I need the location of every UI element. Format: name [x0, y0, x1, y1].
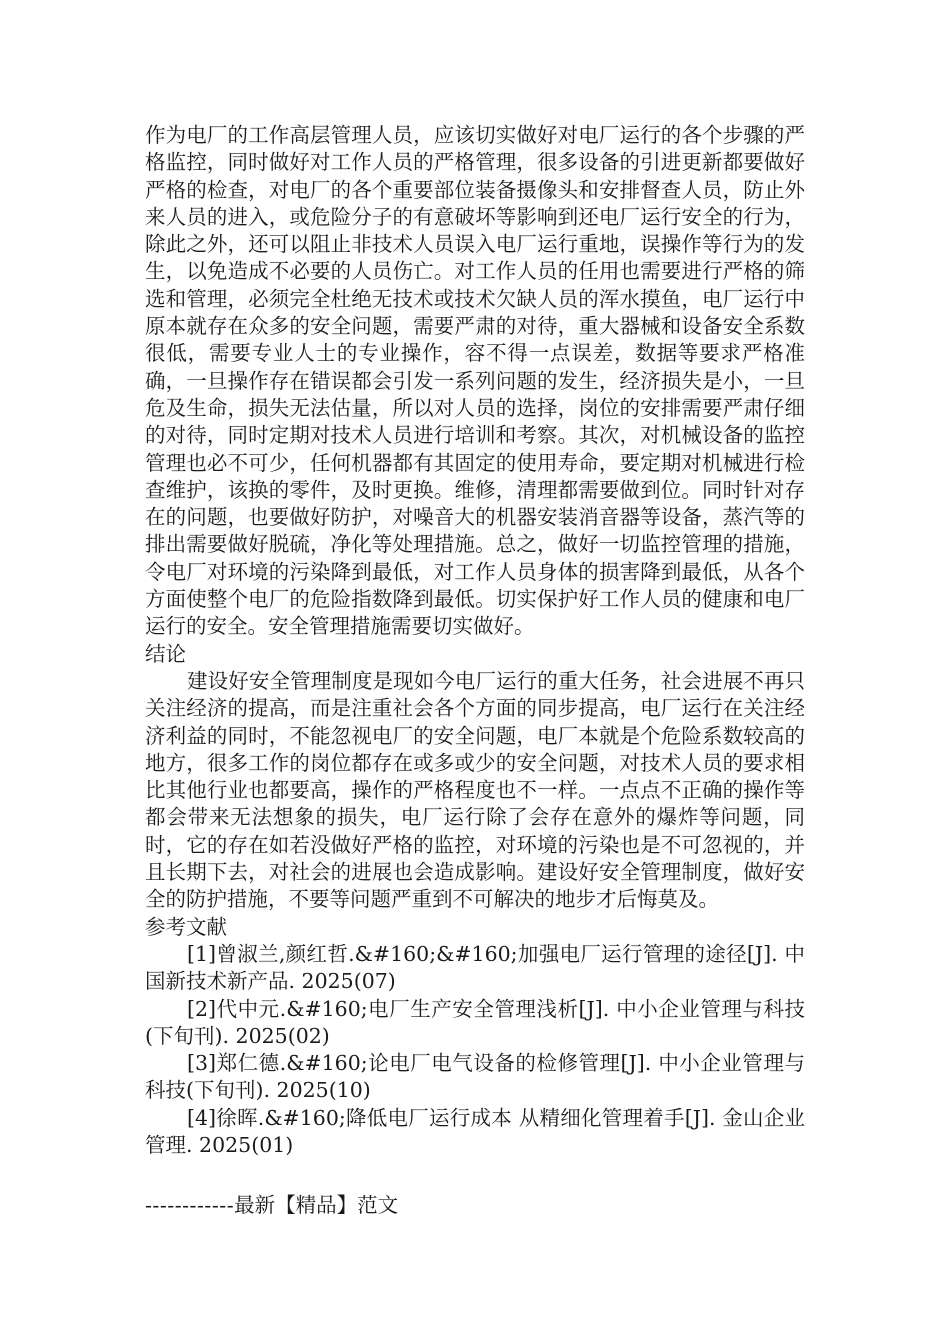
- conclusion-paragraph: 建设好安全管理制度是现如今电厂运行的重大任务，社会进展不再只关注经济的提高，而是注重社会各个方面的同步提高，电厂运行在关注经济利益的同时，不能忽视电厂的安全问题，电厂本就是个危险系数较高的地方，很多工作的岗位都存在或多或少的安全问题，对技术人员的要求相比其他行业也都要高，操作的严格程度也不一样。一点点不正确的操作等都会带来无法想象的损失，电厂运行除了会存在意外的爆炸等问题，同时，它的存在如若没做好严格的监控，对环境的污染也是不可忽视的，并且长期下去，对社会的进展也会造成影响。建设好安全管理制度，做好安全的防护措施，不要等问题严重到不可解决的地步才后悔莫及。: [145, 668, 805, 912]
- page-footer: [145, 1192, 398, 1219]
- reference-item: [1]曾淑兰,颜红哲.&#160;&#160;加强电厂运行管理的途径[J]. 中国新技术新产品. 2025(07): [145, 941, 805, 994]
- reference-item: [4]徐晖.&#160;降低电厂运行成本 从精细化管理着手[J]. 金山企业管理. 2025(01): [145, 1105, 805, 1157]
- footer-text: 最新【精品】范文: [234, 1193, 399, 1217]
- conclusion-heading: 结论: [145, 641, 186, 666]
- references-heading: 参考文献: [145, 914, 227, 939]
- reference-item: [2]代中元.&#160;电厂生产安全管理浅析[J]. 中小企业管理与科技(下旬刊). 2025(02): [145, 996, 805, 1048]
- reference-list: [145, 941, 805, 1159]
- document-page: [145, 122, 805, 1159]
- body-paragraph: 作为电厂的工作高层管理人员，应该切实做好对电厂运行的各个步骤的严格监控，同时做好对工作人员的严格管理，很多设备的引进更新都要做好严格的检查，对电厂的各个重要部位装备摄像头和安排督查人员，防止外来人员的进入，或危险分子的有意破坏等影响到还电厂运行安全的行为，除此之外，还可以阻止非技术人员误入电厂运行重地，误操作等行为的发生，以免造成不必要的人员伤亡。对工作人员的任用也需要进行严格的筛选和管理，必须完全杜绝无技术或技术欠缺人员的浑水摸鱼，电厂运行中原本就存在众多的安全问题，需要严肃的对待，重大器械和设备安全系数很低，需要专业人士的专业操作，容不得一点误差，数据等要求严格准确，一旦操作存在错误都会引发一系列问题的发生，经济损失是小，一旦危及生命，损失无法估量，所以对人员的选择，岗位的安排需要严肃仔细的对待，同时定期对技术人员进行培训和考察。其次，对机械设备的监控管理也必不可少，任何机器都有其固定的使用寿命，要定期对机械进行检查维护，该换的零件，及时更换。维修，清理都需要做到位。同时针对存在的问题，也要做好防护，对噪音大的机器安装消音器等设备，蒸汽等的排出需要做好脱硫，净化等处理措施。总之，做好一切监控管理的措施，令电厂对环境的污染降到最低，对工作人员身体的损害降到最低，从各个方面使整个电厂的危险指数降到最低。切实保护好工作人员的健康和电厂运行的安全。安全管理措施需要切实做好。: [145, 123, 805, 639]
- reference-item: [3]郑仁德.&#160;论电厂电气设备的检修管理[J]. 中小企业管理与科技(下旬刊). 2025(10): [145, 1051, 805, 1103]
- footer-dashes: ------------: [145, 1193, 235, 1217]
